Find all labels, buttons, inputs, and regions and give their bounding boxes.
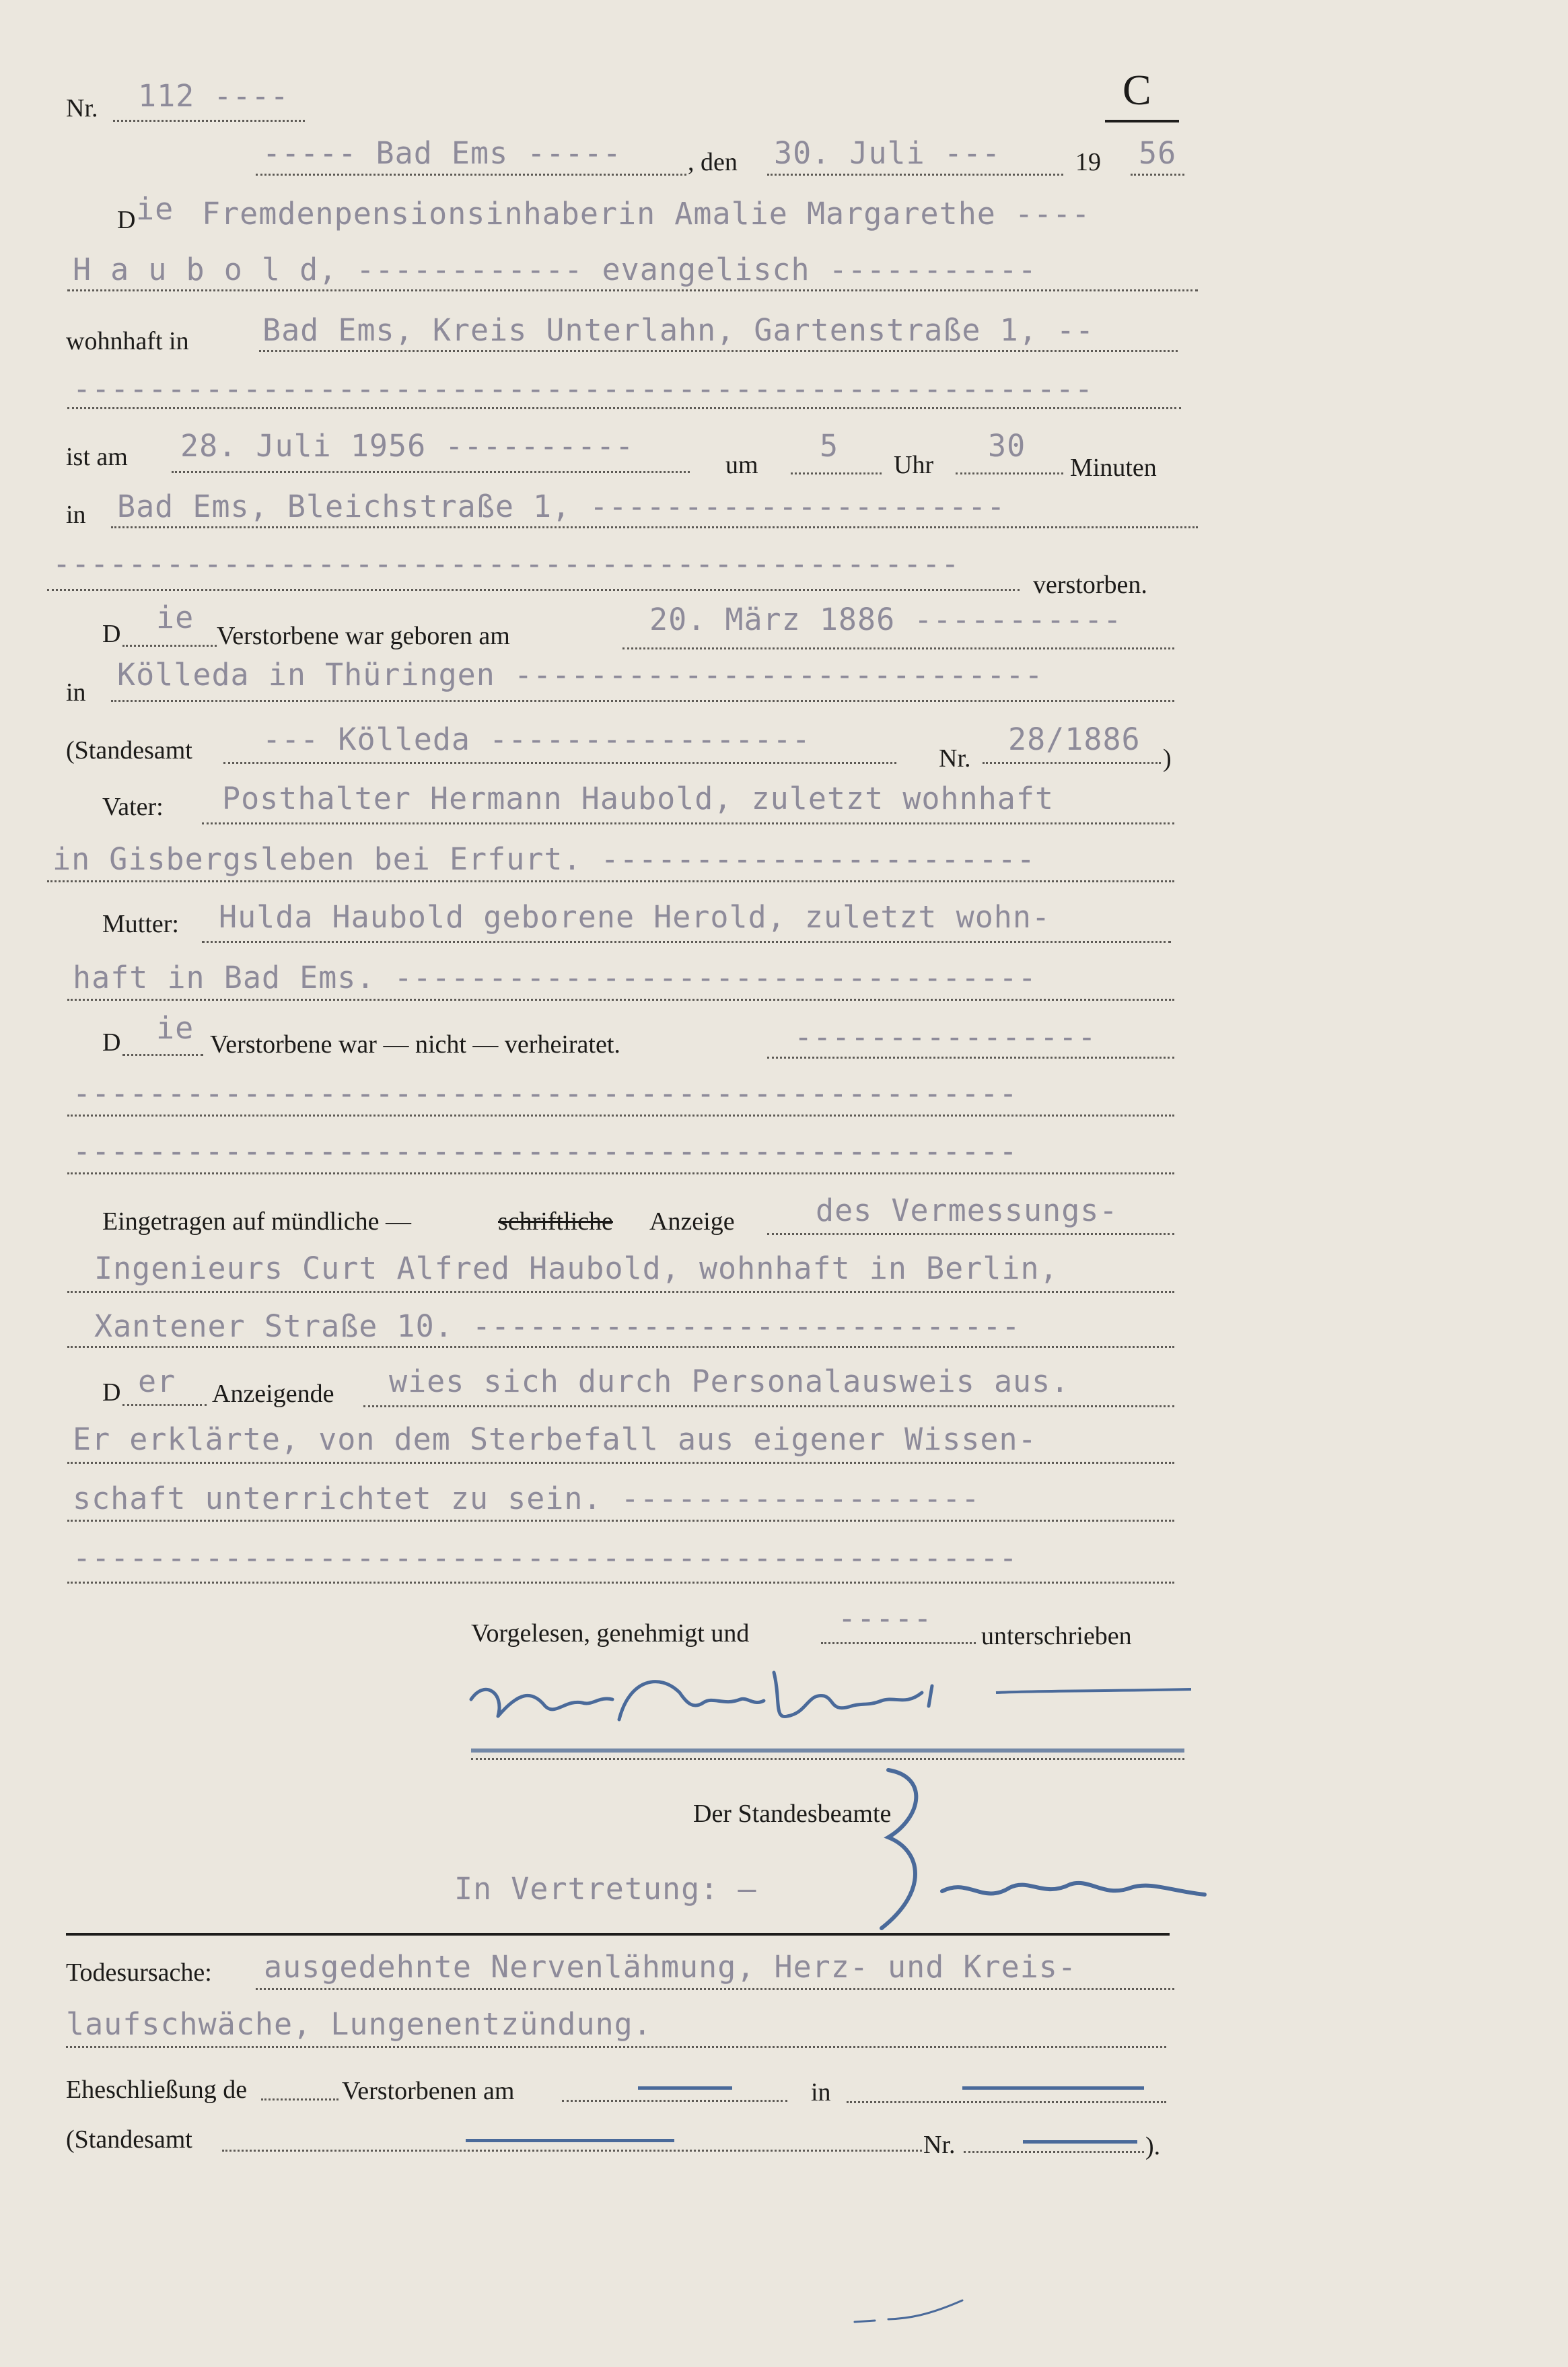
official-signature	[848, 1763, 1218, 1938]
report-line-4: wies sich durch Personalausweis aus.	[389, 1364, 1070, 1399]
dotted-line	[964, 2151, 1144, 2153]
address-2: ------------------------------------------------------	[73, 371, 1094, 407]
vorgelesen-typed: -----	[838, 1600, 933, 1636]
dotted-line	[983, 762, 1161, 764]
vater-line-1: Posthalter Hermann Haubold, zuletzt wohnhaft	[222, 781, 1055, 816]
dotted-line	[261, 2098, 338, 2100]
signature-rule	[471, 1748, 1184, 1753]
dotted-line	[259, 350, 1178, 352]
death-date: 28. Juli 1956 ----------	[180, 428, 635, 464]
report-line-6: schaft unterrichtet zu sein. -------------------	[73, 1481, 981, 1516]
dotted-line	[47, 589, 1020, 591]
cause-line-1: ausgedehnte Nervenlähmung, Herz- und Kreis-	[264, 1949, 1077, 1985]
ehe-nr-label: Nr.	[923, 2131, 956, 2159]
deceased-name-1: Fremdenpensionsinhaberin Amalie Margarethe ----	[202, 196, 1091, 232]
informant-signature	[458, 1652, 1211, 1760]
anzeigende-label: Anzeigende	[212, 1380, 334, 1408]
dotted-line	[256, 1988, 1174, 1990]
report-line-1: des Vermessungs-	[816, 1193, 1118, 1228]
dotted-line	[256, 174, 686, 176]
vater-line-2: in Gisbergsleben bei Erfurt. -----------------------	[52, 841, 1036, 877]
death-place-1: Bad Ems, Bleichstraße 1, ----------------------	[117, 489, 1006, 524]
dotted-line	[622, 647, 1174, 649]
dotted-line	[363, 1405, 1174, 1407]
in-label: in	[66, 501, 86, 529]
marital-text: Verstorbene war — nicht — verheiratet.	[210, 1030, 620, 1059]
birth-d: D	[102, 620, 121, 648]
birth-date: 20. März 1886 -----------	[649, 602, 1122, 637]
year-prefix: 19	[1075, 148, 1101, 176]
standesbeamte-title: Der Standesbeamte	[693, 1800, 892, 1828]
dotted-line	[67, 1346, 1174, 1348]
dotted-line	[122, 645, 217, 647]
report-line-5: Er erklärte, von dem Sterbefall aus eigener Wissen-	[73, 1421, 1037, 1457]
deceased-d: D	[117, 206, 136, 234]
dotted-line	[122, 1054, 203, 1056]
birth-nr-label: Nr.	[939, 744, 971, 773]
dotted-line	[172, 471, 690, 473]
dotted-line	[223, 762, 896, 764]
dotted-line	[1131, 174, 1184, 176]
dotted-line	[67, 407, 1181, 409]
dotted-line	[471, 1758, 1184, 1760]
ehe-in-label: in	[811, 2078, 831, 2107]
report-line-2: Ingenieurs Curt Alfred Haubold, wohnhaft in Berlin,	[94, 1250, 1059, 1286]
dotted-line	[66, 2046, 1166, 2048]
mutter-line-2: haft in Bad Ems. ----------------------------------	[73, 960, 1037, 995]
ehe-label-a: Eheschließung de	[66, 2076, 248, 2104]
ist-am-label: ist am	[66, 443, 128, 471]
dotted-line	[67, 289, 1198, 291]
date-value: 30. Juli ---	[774, 135, 1001, 171]
ink-dash	[962, 2086, 1144, 2090]
report-line-3: Xantener Straße 10. -----------------------------	[94, 1308, 1021, 1344]
standesamt-label: (Standesamt	[66, 736, 192, 765]
dotted-line	[821, 1642, 976, 1644]
birth-in-label: in	[66, 678, 86, 707]
birth-d-typed: ie	[156, 600, 194, 635]
mutter-label: Mutter:	[102, 910, 179, 938]
dotted-line	[67, 999, 1174, 1001]
report-line-7: --------------------------------------------------	[73, 1540, 1018, 1576]
ehe-label-b: Verstorbenen am	[342, 2077, 515, 2105]
letter-c: C	[1122, 66, 1151, 114]
marital-d-typed: ie	[156, 1010, 194, 1046]
dotted-line	[122, 1404, 207, 1406]
marital-line-2: --------------------------------------------------	[73, 1075, 1018, 1111]
dotted-line	[767, 174, 1063, 176]
death-place-2: ------------------------------------------------	[52, 546, 960, 581]
dotted-line	[113, 120, 305, 122]
minuten-label: Minuten	[1070, 454, 1157, 482]
dotted-line	[202, 941, 1171, 943]
ink-mark	[848, 2295, 969, 2335]
dotted-line	[956, 472, 1063, 474]
dotted-line	[111, 526, 1198, 528]
dotted-line	[791, 472, 882, 474]
verstorben-label: verstorben.	[1033, 571, 1147, 599]
nr-label: Nr.	[66, 94, 98, 122]
ink-dash	[466, 2139, 674, 2142]
birth-place: Kölleda in Thüringen ----------------------------	[117, 657, 1044, 693]
um-label: um	[725, 451, 758, 479]
dotted-line	[767, 1233, 1174, 1235]
vater-label: Vater:	[102, 793, 164, 821]
letter-underline	[1105, 120, 1179, 122]
vorgelesen-label-a: Vorgelesen, genehmigt und	[471, 1619, 750, 1648]
den-label: , den	[688, 148, 738, 176]
ink-dash	[638, 2086, 732, 2090]
deceased-d-typed: ie	[136, 191, 174, 227]
dotted-line	[67, 1115, 1174, 1117]
report-label-struck: schriftliche	[498, 1207, 613, 1236]
vorgelesen-label-b: unterschrieben	[981, 1622, 1132, 1650]
dotted-line	[202, 822, 1174, 824]
address-1: Bad Ems, Kreis Unterlahn, Gartenstraße 1, --	[262, 312, 1095, 348]
nr-value: 112 ----	[138, 78, 289, 114]
todesursache-label: Todesursache:	[66, 1958, 212, 1987]
birth-nr-value: 28/1886	[1008, 721, 1141, 757]
birth-close-paren: )	[1163, 744, 1172, 773]
dotted-line	[562, 2100, 787, 2102]
death-hour: 5	[820, 428, 839, 464]
dotted-line	[67, 1582, 1174, 1584]
dotted-line	[67, 1520, 1174, 1522]
deceased-name-2: H a u b o l d, ------------ evangelisch -----------	[73, 252, 1037, 287]
marital-d: D	[102, 1028, 121, 1057]
standesamt-value: --- Kölleda -----------------	[262, 721, 811, 757]
dotted-line	[847, 2101, 1166, 2103]
dotted-line	[222, 2150, 922, 2152]
dotted-line	[767, 1057, 1174, 1059]
geboren-label: Verstorbene war geboren am	[217, 622, 510, 650]
dotted-line	[111, 700, 1174, 702]
vertretung-label: In Vertretung: —	[454, 1871, 757, 1907]
place-date: ----- Bad Ems -----	[262, 135, 622, 171]
dotted-line	[67, 1291, 1174, 1293]
death-minute: 30	[988, 428, 1026, 464]
section-rule	[66, 1933, 1170, 1936]
ink-dash	[1023, 2140, 1137, 2144]
anzeigende-d-typed: er	[138, 1364, 176, 1399]
dotted-line	[67, 1462, 1174, 1464]
wohnhaft-label: wohnhaft in	[66, 327, 189, 355]
year-suffix: 56	[1139, 135, 1177, 171]
report-label-b: Anzeige	[649, 1207, 735, 1236]
uhr-label: Uhr	[894, 451, 934, 479]
ehe-standesamt-label: (Standesamt	[66, 2125, 192, 2154]
dotted-line	[67, 1172, 1174, 1174]
report-label-a: Eingetragen auf mündliche —	[102, 1207, 412, 1236]
cause-line-2: laufschwäche, Lungenentzündung.	[66, 2006, 652, 2042]
marital-line-3: --------------------------------------------------	[73, 1133, 1018, 1169]
ehe-close: ).	[1145, 2132, 1161, 2160]
anzeigende-d: D	[102, 1378, 121, 1407]
dotted-line	[47, 880, 1174, 882]
marital-dashes: ----------------	[794, 1019, 1097, 1055]
mutter-line-1: Hulda Haubold geborene Herold, zuletzt wohn-	[219, 899, 1051, 935]
